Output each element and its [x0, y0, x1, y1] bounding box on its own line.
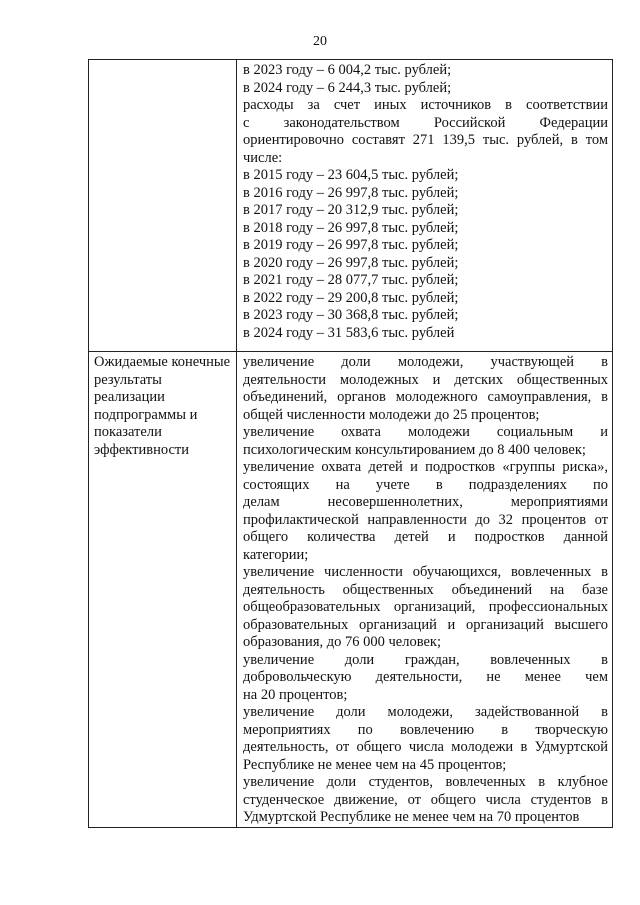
row-label-expected-results	[89, 352, 237, 827]
row-label-line: реализации	[94, 389, 165, 405]
text-line: в 2017 году – 20 312,9 тыс. рублей;	[243, 202, 459, 218]
row-label-line: подпрограммы и	[94, 406, 198, 423]
text-line: в 2021 году – 28 077,7 тыс. рублей;	[243, 272, 459, 288]
text-line: увеличение доли граждан, вовлеченных в	[243, 651, 608, 668]
text-line: добровольческую деятельности, не менее чем	[243, 669, 608, 685]
text-line: в 2023 году – 30 368,8 тыс. рублей;	[243, 307, 459, 323]
row-label-line: показатели	[94, 424, 162, 440]
text-line: общеобразовательных организаций, профессиональных	[243, 599, 608, 615]
text-line: профилактической направленности до 32 процентов от	[243, 511, 608, 528]
text-line: деятельность общественных объединений на базе	[243, 581, 608, 598]
text-line: общего количества детей и подростков данной	[243, 529, 608, 545]
text-line: состоящих на учете в подразделениях по	[243, 476, 608, 493]
text-line: расходы за счет иных источников в соответствии	[243, 97, 608, 113]
page-number: 20	[313, 34, 327, 49]
text-line: делам несовершеннолетних, мероприятиями	[243, 494, 608, 510]
text-line: увеличение охвата молодежи социальным и	[243, 424, 608, 440]
text-line: психологическим консультированием до 8 400 человек;	[243, 441, 586, 458]
text-line: студенческое движение, от общего числа студентов в	[243, 791, 608, 808]
text-line: в 2018 году – 26 997,8 тыс. рублей;	[243, 219, 459, 236]
text-line: в 2022 году – 29 200,8 тыс. рублей;	[243, 289, 459, 306]
text-line: увеличение охвата детей и подростков «группы риска»,	[243, 459, 608, 475]
text-line: Удмуртской Республике не менее чем на 70 процентов	[243, 809, 580, 825]
financing-details	[237, 60, 612, 351]
text-line: увеличение численности обучающихся, вовлеченных в	[243, 564, 608, 580]
text-line: в 2024 году – 31 583,6 тыс. рублей	[243, 324, 455, 341]
text-line: на 20 процентов;	[243, 686, 348, 703]
text-line: с законодательством Российской Федерации	[243, 114, 608, 131]
row-label-line: Ожидаемые конечные	[94, 354, 231, 370]
text-line: в 2016 году – 26 997,8 тыс. рублей;	[243, 184, 459, 201]
row-label-empty	[89, 60, 237, 351]
text-line: деятельность, от общего числа молодежи в Удмуртской	[243, 739, 608, 755]
text-line: общей численности молодежи до 25 процентов;	[243, 406, 540, 423]
text-line: в 2020 году – 26 997,8 тыс. рублей;	[243, 254, 459, 271]
table-row-financing	[89, 60, 612, 351]
text-line: категории;	[243, 546, 309, 563]
text-line: числе:	[243, 149, 283, 166]
text-line: объединений, органов молодежного самоуправления, в	[243, 389, 608, 405]
expected-results-details	[237, 352, 612, 827]
text-line: в 2023 году – 6 004,2 тыс. рублей;	[243, 62, 452, 78]
text-line: в 2015 году – 23 604,5 тыс. рублей;	[243, 167, 459, 183]
row-label-line: результаты	[94, 371, 162, 388]
text-line: увеличение доли молодежи, участвующей в	[243, 354, 608, 370]
text-line: деятельности молодежных и детских общественных	[243, 371, 608, 388]
text-line: в 2019 году – 26 997,8 тыс. рублей;	[243, 237, 459, 253]
text-line: мероприятиях по вовлечению в творческую	[243, 721, 608, 738]
text-line: Республике не менее чем на 45 процентов;	[243, 756, 507, 773]
text-line: увеличение доли студентов, вовлеченных в клубное	[243, 774, 608, 790]
text-line: увеличение доли молодежи, задействованной в	[243, 704, 608, 720]
row-label-line: эффективности	[94, 441, 189, 458]
text-line: образования, до 76 000 человек;	[243, 634, 441, 650]
text-line: ориентировочно составят 271 139,5 тыс. рублей, в том	[243, 132, 608, 148]
text-line: в 2024 году – 6 244,3 тыс. рублей;	[243, 79, 452, 96]
text-line: образовательных организаций и организаций высшего	[243, 616, 608, 633]
passport-table	[88, 59, 613, 828]
table-row-expected-results	[89, 351, 612, 827]
